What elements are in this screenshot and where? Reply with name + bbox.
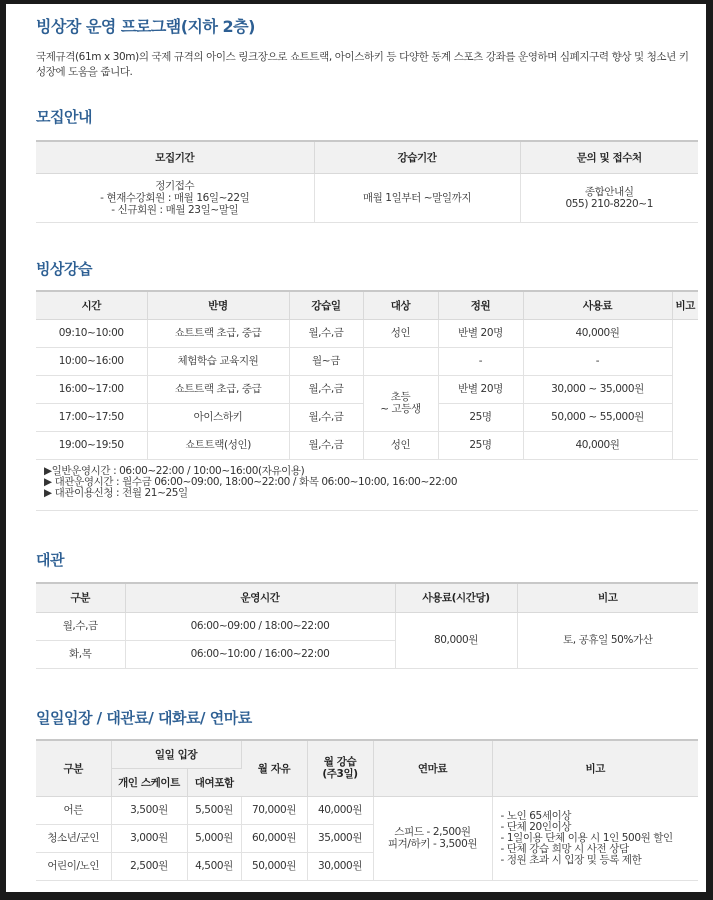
lesson-capacity: 25명 [438, 403, 523, 431]
fees-heading: 일일입장 / 대관료/ 대화료/ 연마료 [36, 709, 252, 727]
rental-hours: 06:00~09:00 / 18:00~22:00 [125, 612, 395, 640]
fee-rental-incl: 5,000원 [187, 824, 241, 852]
rental-heading: 대관 [36, 551, 64, 569]
fee-monthly-free: 60,000원 [241, 824, 307, 852]
table-row [36, 612, 698, 640]
lessons-header-class: 반명 [147, 291, 289, 319]
lesson-target-empty [363, 347, 438, 375]
lesson-days: 월,수,금 [289, 319, 363, 347]
lesson-time: 09:10~10:00 [36, 319, 147, 347]
rental-header-fee: 사용료(시간당) [395, 583, 517, 612]
fee-monthly-lesson: 30,000원 [307, 852, 373, 880]
lesson-fee: - [523, 347, 672, 375]
lesson-fee: 50,000 ~ 55,000원 [523, 403, 672, 431]
table-row [36, 375, 698, 403]
rental-type: 화,목 [36, 640, 125, 668]
lessons-header-capacity: 정원 [438, 291, 523, 319]
lesson-time: 17:00~17:50 [36, 403, 147, 431]
recruit-heading: 모집안내 [36, 108, 92, 126]
table-row [36, 319, 698, 347]
lesson-days: 월,수,금 [289, 431, 363, 459]
lesson-days: 월,수,금 [289, 375, 363, 403]
rental-type: 월,수,금 [36, 612, 125, 640]
fees-header-monthly-free: 월 자유 [241, 740, 307, 796]
fee-monthly-lesson: 40,000원 [307, 796, 373, 824]
fee-rental-incl: 4,500원 [187, 852, 241, 880]
rental-table [36, 582, 698, 669]
fee-monthly-lesson: 35,000원 [307, 824, 373, 852]
lessons-header-target: 대상 [363, 291, 438, 319]
lessons-table [36, 290, 698, 460]
fees-header-own-skate: 개인 스케이트 [111, 768, 187, 796]
rental-fee: 80,000원 [395, 612, 517, 668]
recruit-header-period: 모집기간 [36, 141, 314, 173]
recruit-table [36, 140, 698, 223]
lesson-time: 16:00~17:00 [36, 375, 147, 403]
recruit-contact: 종합안내실 055) 210-8220~1 [520, 173, 698, 222]
rental-header-remark: 비고 [517, 583, 698, 612]
fee-own-skate: 3,000원 [111, 824, 187, 852]
fees-header-remark: 비고 [492, 740, 698, 796]
fees-header-sharpen: 연마료 [373, 740, 492, 796]
rental-header-hours: 운영시간 [125, 583, 395, 612]
lesson-capacity: 반별 20명 [438, 319, 523, 347]
lesson-class: 체험학습 교육지원 [147, 347, 289, 375]
table-row [36, 431, 698, 459]
recruit-header-contact: 문의 및 접수처 [520, 141, 698, 173]
fee-own-skate: 2,500원 [111, 852, 187, 880]
lesson-target: 초등 ~ 고등생 [363, 375, 438, 431]
note-rental-hours: ▶ 대관운영시간 : 월수금 06:00~09:00, 18:00~22:00 / 화목 06:00~10:00, 16:00~22:00 [44, 476, 458, 488]
lesson-target: 성인 [363, 431, 438, 459]
lesson-time: 19:00~19:50 [36, 431, 147, 459]
lesson-class: 쇼트트랙 초급, 중급 [147, 375, 289, 403]
fees-table [36, 739, 698, 881]
page-title: 빙상장 운영 프로그램(지하 2층) [36, 17, 255, 36]
table-row [36, 347, 698, 375]
fees-header-type: 구분 [36, 740, 111, 796]
fees-header-daily: 일일 입장 [111, 740, 241, 768]
fee-remarks: - 노인 65세이상 - 단체 20인이상 - 1일이용 단체 이용 시 1인 500원 할인 - 단체 강습 희망 시 사전 상담 - 정원 초과 시 입장 및 등록 제한 [492, 796, 698, 880]
note-rental-application: ▶ 대관이용신청 : 전월 21~25일 [44, 487, 188, 499]
lessons-heading: 빙상강습 [36, 260, 92, 278]
note-operating-hours: ▶일반운영시간 : 06:00~22:00 / 10:00~16:00(자유이용) [44, 465, 305, 477]
fee-own-skate: 3,500원 [111, 796, 187, 824]
lessons-header-time: 시간 [36, 291, 147, 319]
lesson-time: 10:00~16:00 [36, 347, 147, 375]
table-row [36, 796, 698, 824]
lesson-class: 쇼트트랙(성인) [147, 431, 289, 459]
fee-type: 어린이/노인 [36, 852, 111, 880]
lessons-header-fee: 사용료 [523, 291, 672, 319]
lesson-capacity: 반별 20명 [438, 375, 523, 403]
lesson-days: 월,수,금 [289, 403, 363, 431]
fees-header-rental-incl: 대여포함 [187, 768, 241, 796]
recruit-lesson-period: 매월 1일부터 ~말일까지 [314, 173, 520, 222]
lesson-class: 아이스하키 [147, 403, 289, 431]
fee-monthly-free: 70,000원 [241, 796, 307, 824]
fee-monthly-free: 50,000원 [241, 852, 307, 880]
fee-rental-incl: 5,500원 [187, 796, 241, 824]
rental-header-type: 구분 [36, 583, 125, 612]
fees-header-monthly-lesson: 월 강습 (주3일) [307, 740, 373, 796]
lessons-notes [36, 466, 698, 511]
lessons-header-remark: 비고 [672, 291, 698, 319]
lesson-target: 성인 [363, 319, 438, 347]
lessons-header-days: 강습일 [289, 291, 363, 319]
lesson-days: 월~금 [289, 347, 363, 375]
lesson-capacity: - [438, 347, 523, 375]
lesson-remark [672, 319, 698, 459]
lesson-class: 쇼트트랙 초급, 중급 [147, 319, 289, 347]
fee-sharpen: 스피드 - 2,500원 피겨/하키 - 3,500원 [373, 796, 492, 880]
recruit-period: 정기접수 - 현재수강회원 : 매월 16일~22일 - 신규회원 : 매월 23일~말일 [36, 173, 314, 222]
content-page [6, 4, 706, 892]
fee-type: 청소년/군인 [36, 824, 111, 852]
recruit-header-lesson-period: 강습기간 [314, 141, 520, 173]
lesson-fee: 40,000원 [523, 431, 672, 459]
lesson-fee: 30,000 ~ 35,000원 [523, 375, 672, 403]
intro-text: 국제규격(61m x 30m)의 국제 규격의 아이스 링크장으로 쇼트트랙, 아이스하키 등 다양한 동계 스포츠 강좌를 운영하며 심폐지구력 향상 및 청소년 키 성장에 도움을 줍니다. [36, 51, 689, 78]
rental-remark: 토, 공휴일 50%가산 [517, 612, 698, 668]
fee-type: 어른 [36, 796, 111, 824]
lesson-fee: 40,000원 [523, 319, 672, 347]
lesson-capacity: 25명 [438, 431, 523, 459]
rental-hours: 06:00~10:00 / 16:00~22:00 [125, 640, 395, 668]
